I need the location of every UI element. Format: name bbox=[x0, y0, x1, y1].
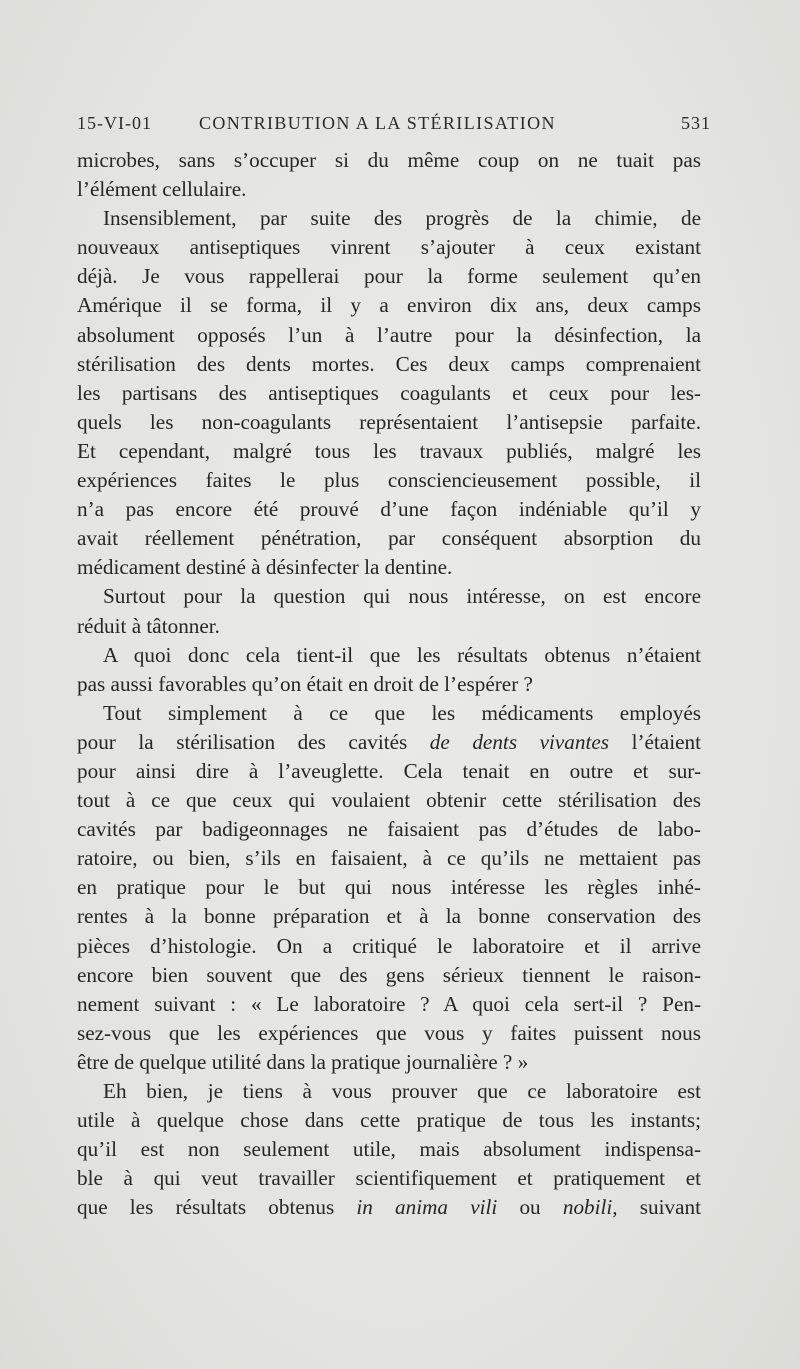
text-line bbox=[77, 1193, 701, 1222]
text-line: Eh bien, je tiens à vous prouver que ce laboratoire est bbox=[103, 1079, 701, 1103]
text-line: Et cependant, malgré tous les travaux publiés, malgré les bbox=[77, 438, 701, 463]
text-line: sez-vous que les expériences que vous y faites puissent nous bbox=[77, 1020, 701, 1045]
text-line: microbes, sans s’occuper si du même coup on ne tuait pas bbox=[77, 148, 701, 172]
text-line: quels les non-coagulants représentaient l’antisepsie parfaite. bbox=[77, 409, 701, 434]
text-line: A quoi donc cela tient-il que les résultats obtenus n’étaient bbox=[103, 642, 701, 667]
text-line: encore bien souvent que des gens sérieux tiennent le raison- bbox=[77, 962, 701, 987]
body-text bbox=[77, 146, 701, 1222]
text-line: nement suivant : « Le laboratoire ? A quoi cela sert-il ? Pen- bbox=[77, 991, 701, 1016]
header-title: CONTRIBUTION A LA STÉRILISATION bbox=[199, 113, 556, 133]
text-line: avait réellement pénétration, par conséquent absorption du bbox=[77, 526, 701, 551]
text-line: n’a pas encore été prouvé d’une façon indéniable qu’il y bbox=[77, 497, 701, 522]
text-line: rentes à la bonne préparation et à la bonne conservation des bbox=[77, 904, 701, 929]
text-line: tout à ce que ceux qui voulaient obtenir cette stérilisation des bbox=[77, 788, 701, 813]
text-span: ou bbox=[497, 1195, 563, 1220]
text-line: Amérique il se forma, il y a environ dix ans, deux camps bbox=[77, 293, 701, 318]
text-line: stérilisation des dents mortes. Ces deux camps comprenaient bbox=[77, 351, 701, 376]
text-line: en pratique pour le but qui nous intéresse les règles inhé- bbox=[77, 875, 701, 900]
text-line: pas aussi favorables qu’on était en droit de l’espérer ? bbox=[77, 671, 533, 696]
text-line: utile à quelque chose dans cette pratique de tous les instants; bbox=[77, 1108, 701, 1133]
italic-span: de dents vivantes bbox=[429, 729, 610, 754]
text-span: suivant bbox=[617, 1195, 701, 1220]
text-line: Tout simplement à ce que les médicaments employés bbox=[103, 700, 701, 725]
text-line: être de quelque utilité dans la pratique journalière ? » bbox=[77, 1049, 529, 1074]
text-span: l’étaient bbox=[609, 729, 701, 754]
italic-span: nobili, bbox=[562, 1195, 618, 1220]
text-line: Surtout pour la question qui nous intéresse, on est encore bbox=[103, 584, 701, 609]
text-line: ratoire, ou bien, s’ils en faisaient, à ce qu’ils ne mettaient pas bbox=[77, 846, 701, 871]
text-line: Insensiblement, par suite des progrès de la chimie, de bbox=[103, 206, 701, 231]
text-line: les partisans des antiseptiques coagulants et ceux pour les- bbox=[77, 380, 701, 405]
text-span: pour la stérilisation des cavités bbox=[77, 729, 430, 754]
text-line: nouveaux antiseptiques vinrent s’ajouter à ceux existant bbox=[77, 235, 701, 260]
text-line: pièces d’histologie. On a critiqué le laboratoire et il arrive bbox=[77, 933, 701, 958]
text-line: cavités par badigeonnages ne faisaient pas d’études de labo- bbox=[77, 817, 701, 842]
text-line: ble à qui veut travailler scientifiquement et pratiquement et bbox=[77, 1166, 701, 1191]
text-line: déjà. Je vous rappellerai pour la forme seulement qu’en bbox=[77, 264, 701, 289]
text-line: absolument opposés l’un à l’autre pour la désinfection, la bbox=[77, 322, 701, 347]
running-header bbox=[77, 113, 711, 141]
text-line: expériences faites le plus consciencieusement possible, il bbox=[77, 468, 701, 493]
italic-span: in anima vili bbox=[356, 1195, 498, 1220]
text-line: qu’il est non seulement utile, mais absolument indispensa- bbox=[77, 1137, 701, 1162]
text-line: médicament destiné à désinfecter la dentine. bbox=[77, 555, 453, 580]
text-line: l’élément cellulaire. bbox=[77, 177, 247, 202]
text-line bbox=[77, 728, 701, 757]
text-line: réduit à tâtonner. bbox=[77, 613, 220, 638]
header-date: 15-VI-01 bbox=[77, 113, 152, 133]
text-span: que les résultats obtenus bbox=[77, 1195, 357, 1220]
page-number: 531 bbox=[681, 113, 711, 133]
text-line: pour ainsi dire à l’aveuglette. Cela tenait en outre et sur- bbox=[77, 758, 701, 783]
